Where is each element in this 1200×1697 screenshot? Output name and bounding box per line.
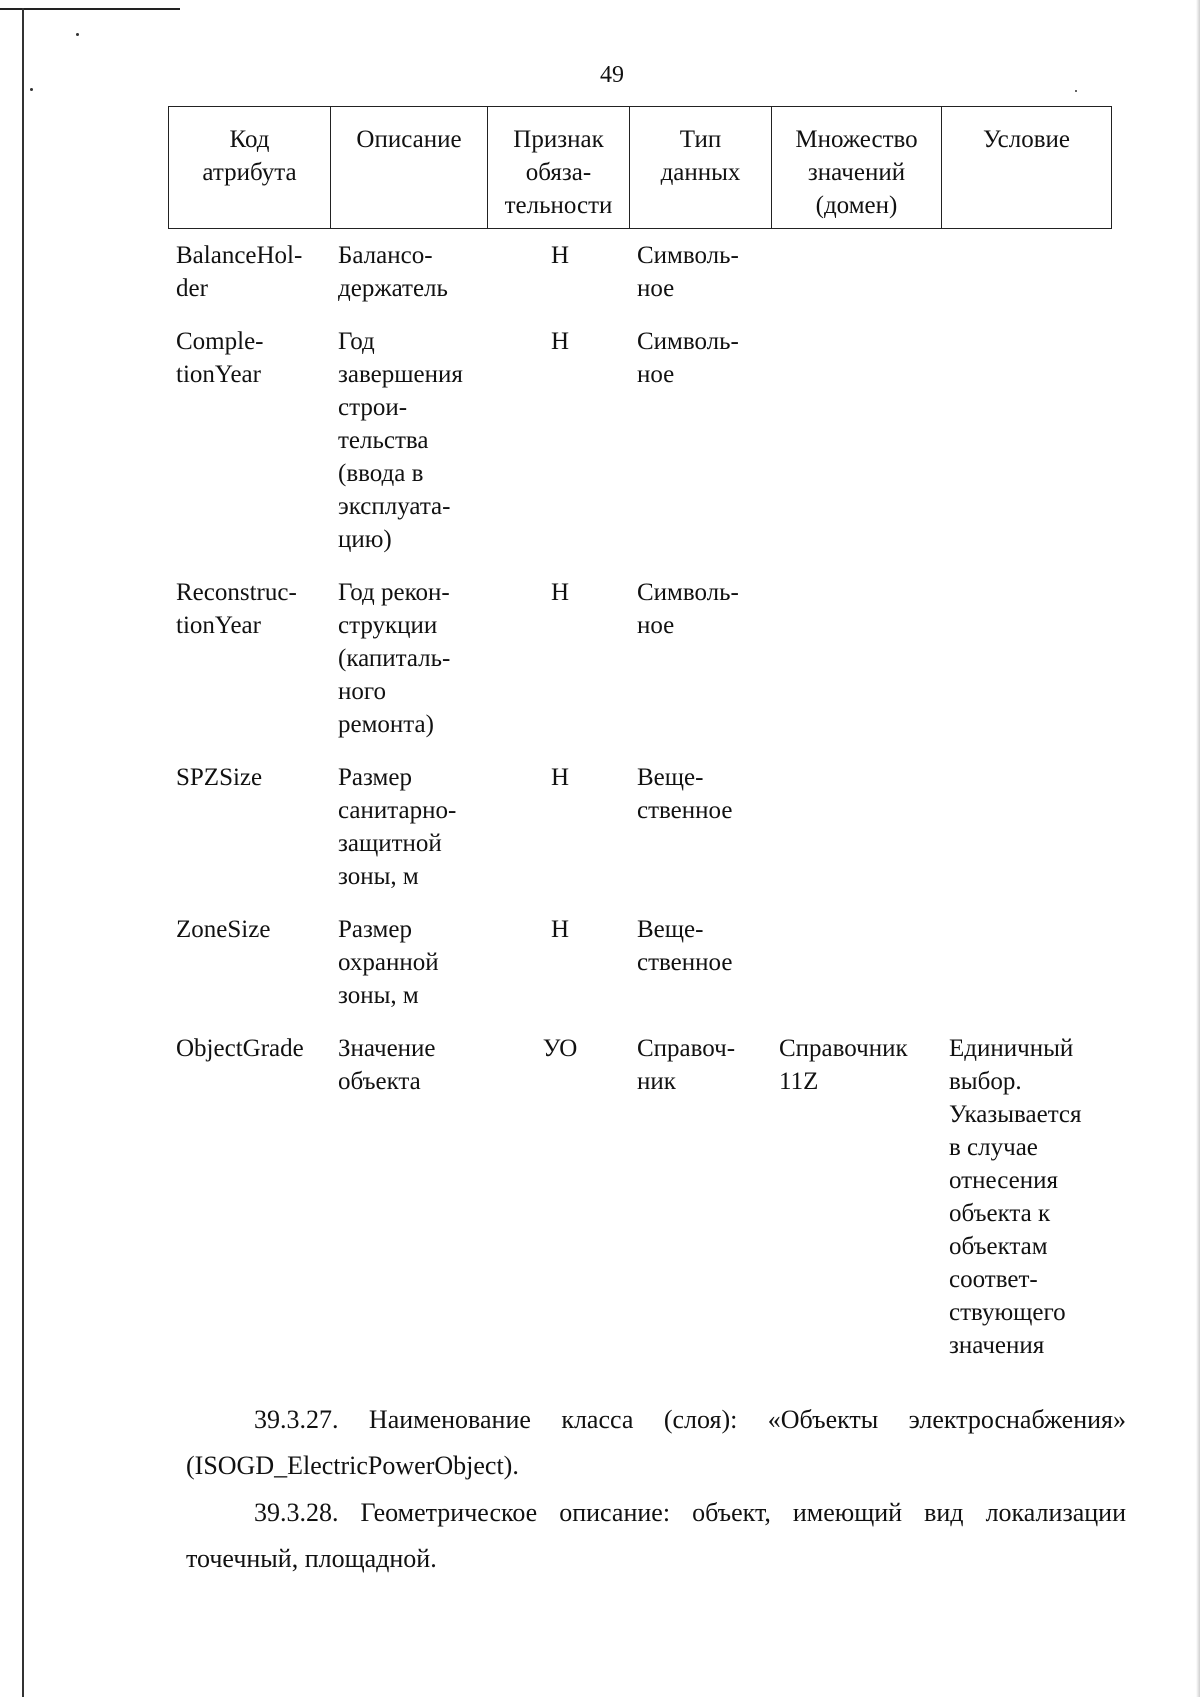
section-paragraph: 39.3.27. Наименование класса (слоя): «Объекты электроснабжения» (ISOGD_ElectricPowerObject). [186, 1405, 1126, 1480]
header-attribute-code: Код атрибута [169, 107, 331, 229]
cell-data-type: Символь- ное [637, 242, 739, 302]
cell-attribute-code: Comple- tionYear [176, 328, 264, 388]
cell-condition [941, 761, 1111, 913]
cell-mandatory-flag: Н [550, 242, 570, 269]
header-condition: Условие [942, 107, 1112, 229]
attribute-table-body [168, 239, 1111, 1382]
cell-value-domain: Справочник 11Z [779, 1035, 908, 1095]
table-row [168, 1032, 1111, 1382]
table-row [168, 325, 1111, 576]
scan-edge-line [22, 8, 24, 1697]
header-description: Описание [331, 107, 488, 229]
header-value-domain: Множество значений (домен) [772, 107, 942, 229]
cell-data-type: Справоч- ник [637, 1035, 736, 1095]
cell-condition: Единичный выбор. Указывается в случае отнесения объекта к объектам соответ- ствующего значения [949, 1035, 1082, 1359]
table-row [168, 761, 1111, 913]
cell-value-domain [771, 325, 941, 576]
cell-condition [941, 325, 1111, 576]
cell-data-type: Веще- ственное [637, 764, 733, 824]
cell-data-type: Символь- ное [637, 328, 739, 388]
cell-description: Год рекон- струкции (капиталь- ного ремонта) [338, 579, 451, 738]
section-paragraph: 39.3.28. Геометрическое описание: объект, имеющий вид локализации точечный, площадной. [186, 1498, 1126, 1573]
cell-mandatory-flag: Н [550, 579, 570, 606]
page-number: 49 [600, 62, 624, 88]
cell-description: Значение объекта [338, 1035, 436, 1095]
cell-mandatory-flag: Н [550, 916, 570, 943]
cell-condition [941, 913, 1111, 1032]
cell-attribute-code: BalanceHol- der [176, 242, 303, 302]
scan-speck [30, 88, 33, 91]
cell-mandatory-flag: Н [550, 328, 570, 355]
scan-edge-line [0, 8, 180, 10]
cell-condition [941, 239, 1111, 325]
attribute-table-header [168, 106, 1112, 229]
cell-description: Размер охранной зоны, м [338, 916, 439, 1009]
cell-description: Размер санитарно- защитной зоны, м [338, 764, 457, 890]
cell-mandatory-flag: Н [550, 764, 570, 791]
cell-value-domain [771, 761, 941, 913]
cell-attribute-code: Reconstruc- tionYear [176, 579, 297, 639]
cell-description: Балансо- держатель [338, 242, 448, 302]
header-data-type: Тип данных [630, 107, 772, 229]
cell-attribute-code: ZoneSize [176, 916, 271, 943]
cell-data-type: Символь- ное [637, 579, 739, 639]
cell-attribute-code: ObjectGrade [176, 1035, 304, 1062]
cell-value-domain [771, 239, 941, 325]
table-row [168, 576, 1111, 761]
scan-edge-shadow [1196, 0, 1200, 1697]
cell-condition [941, 576, 1111, 761]
cell-description: Год завершения строи- тельства (ввода в эксплуата- цию) [338, 328, 463, 553]
cell-value-domain [771, 576, 941, 761]
scan-speck [76, 33, 79, 36]
scan-speck [1075, 90, 1077, 92]
cell-mandatory-flag: УО [542, 1035, 578, 1062]
cell-value-domain [771, 913, 941, 1032]
cell-attribute-code: SPZSize [176, 764, 263, 791]
cell-data-type: Веще- ственное [637, 916, 733, 976]
header-mandatory-flag: Признак обяза- тельности [488, 107, 630, 229]
table-row [168, 913, 1111, 1032]
table-row [168, 239, 1111, 325]
